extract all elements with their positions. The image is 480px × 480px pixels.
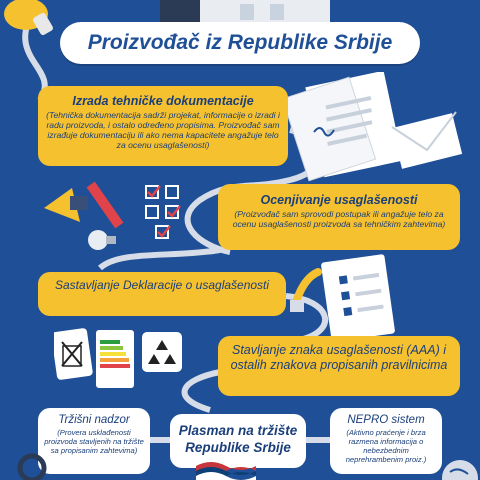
market-surveillance-description: (Provera usklađenosti proizvoda stavljenih na tržište sa propisanim zahtevima) xyxy=(44,428,144,455)
step-heading: Sastavljanje Deklaracije o usaglašenosti xyxy=(54,278,270,292)
envelope-icon xyxy=(392,112,462,169)
nepro-system-box xyxy=(330,408,442,474)
step-description: (Proizvođač sam sprovodi postupak ili angažuje telo za ocenu usaglašenosti proizvoda sa tehničkim zahtevima) xyxy=(232,209,446,229)
documents-icon xyxy=(284,72,480,182)
clipboard-icon xyxy=(286,252,406,342)
checklist-icon xyxy=(146,186,180,238)
page-title-text: Proizvođač iz Republike Srbije xyxy=(87,31,393,54)
magnifier-icon xyxy=(10,448,60,480)
page-title xyxy=(60,22,420,64)
step-heading: Stavljanje znaka usaglašenosti (AAA) i ostalih znakova propisanih pravilnicima xyxy=(230,343,448,372)
nepro-description: (Aktivno praćenje i brza razmena informacija o nebezbednim neprehrambenim proiz.) xyxy=(345,428,427,464)
globe-icon xyxy=(436,452,480,480)
step-conformity-mark xyxy=(218,336,460,396)
nepro-heading: NEPRO sistem xyxy=(347,414,425,426)
cfl-bulb-icon xyxy=(290,272,318,312)
weee-bin-icon xyxy=(54,326,204,396)
serbia-flag-icon xyxy=(196,458,256,480)
step-heading: Ocenjivanje usaglašenosti xyxy=(260,193,418,207)
step-heading: Izrada tehničke dokumentacije xyxy=(72,94,254,108)
lamp-icon xyxy=(36,178,206,258)
pencil-icon xyxy=(87,182,124,229)
step-declaration-of-conformity xyxy=(38,272,286,316)
house-icon xyxy=(160,0,330,24)
bulb-icon xyxy=(88,230,116,250)
market-placement-heading: Plasman na tržište Republike Srbije xyxy=(178,423,298,455)
step-description: (Tehnička dokumentacija sadrži projekat, informacije o izradi i radu proizvoda, i ostalo određeno propisima. Proizvođač sam izrađuje dokumentaciju ili ako nema kapacitete angažuje telo za ocenu usaglašenosti) xyxy=(46,110,280,150)
energy-label-icon xyxy=(96,330,134,388)
aaa-mark-icon xyxy=(142,332,182,372)
lightbulb-icon xyxy=(0,0,60,50)
step-conformity-assessment xyxy=(218,184,460,250)
step-technical-documentation xyxy=(38,86,288,166)
market-surveillance-heading: Tržišni nadzor xyxy=(58,414,130,426)
